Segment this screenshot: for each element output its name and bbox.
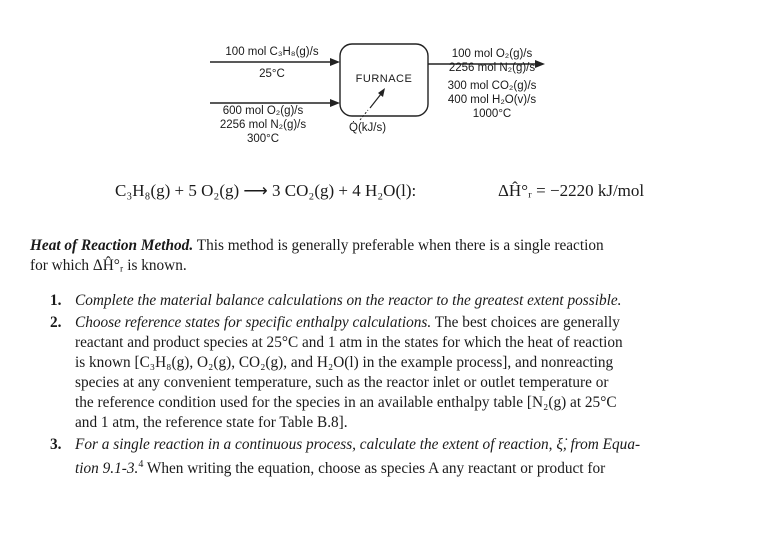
step-3-footnote-marker: 4: [138, 459, 144, 470]
step-3-lead: For a single reaction in a continuous process, calculate the extent of reaction, ξ̇, from Equa-: [75, 436, 641, 453]
feed1-line2: 25°C: [259, 68, 285, 80]
furnace-label: FURNACE: [355, 73, 413, 85]
reaction-equation: C₃H₈(g) + 5 O₂(g) ⟶ 3 CO₂(g) + 4 H₂O(l):: [115, 181, 417, 200]
feed2-arrowhead: [330, 99, 340, 107]
step-2-line: species at any convenient temperature, such as the reactor inlet or outlet temperature or: [75, 374, 609, 391]
step-3-equation-ref: tion 9.1-3.: [75, 460, 139, 478]
step-3: [50, 435, 740, 479]
heat-label: Q̇(kJ/s): [349, 122, 387, 134]
step-2-line: and 1 atm, the reference state for Table B.8].: [75, 414, 348, 431]
step-2-line: reactant and product species at 25°C and 1 atm in the states for which the heat of reaction: [75, 334, 623, 351]
step-3-line-rest: When writing the equation, choose as species A any reactant or product for: [146, 460, 606, 478]
step-1-line: Complete the material balance calculations on the reactor to the greatest extent possible.: [75, 292, 622, 309]
product-line4: 400 mol H₂O(v)/s: [447, 94, 537, 106]
reaction-enthalpy: ΔĤ°ᵣ = −2220 kJ/mol: [498, 181, 645, 200]
step-3-number: 3.: [50, 436, 62, 453]
product-line3: 300 mol CO₂(g)/s: [447, 80, 537, 92]
step-1-number: 1.: [50, 292, 62, 309]
product-line1: 100 mol O₂(g)/s: [451, 48, 533, 60]
feed1-line1: 100 mol C₃H₈(g)/s: [225, 46, 319, 58]
intro-paragraph: [30, 236, 604, 276]
feed1-arrowhead: [330, 58, 340, 66]
step-1: [50, 291, 740, 311]
feed2-line1: 600 mol O₂(g)/s: [222, 105, 304, 117]
product-label: [432, 47, 552, 121]
step-2-line: the reference condition used for the species in an available enthalpy table [N₂(g) at 25°C: [75, 394, 617, 411]
feed1-label: [214, 45, 330, 81]
intro-line1-text: This method is generally preferable when there is a single reaction: [193, 237, 604, 254]
product-line2: 2256 mol N₂(g)/s: [448, 62, 536, 74]
step-2-lead: Choose reference states for specific enthalpy calculations.: [75, 314, 432, 331]
intro-line2-text: for which ΔĤ°ᵣ is known.: [30, 257, 187, 274]
feed2-label: [208, 104, 318, 146]
feed2-line3: 300°C: [246, 133, 280, 145]
feed2-line2: 2256 mol N₂(g)/s: [219, 119, 307, 131]
step-2: [50, 313, 740, 433]
step-2-line: is known [C₃H₈(g), O₂(g), CO₂(g), and H₂O(l) in the example process], and nonreacting: [75, 354, 614, 371]
step-2-lead-rest: The best choices are generally: [431, 314, 620, 331]
product-line5: 1000°C: [472, 108, 512, 120]
method-heading: Heat of Reaction Method.: [30, 237, 194, 254]
step-2-number: 2.: [50, 314, 62, 331]
procedure-steps: [50, 291, 740, 479]
